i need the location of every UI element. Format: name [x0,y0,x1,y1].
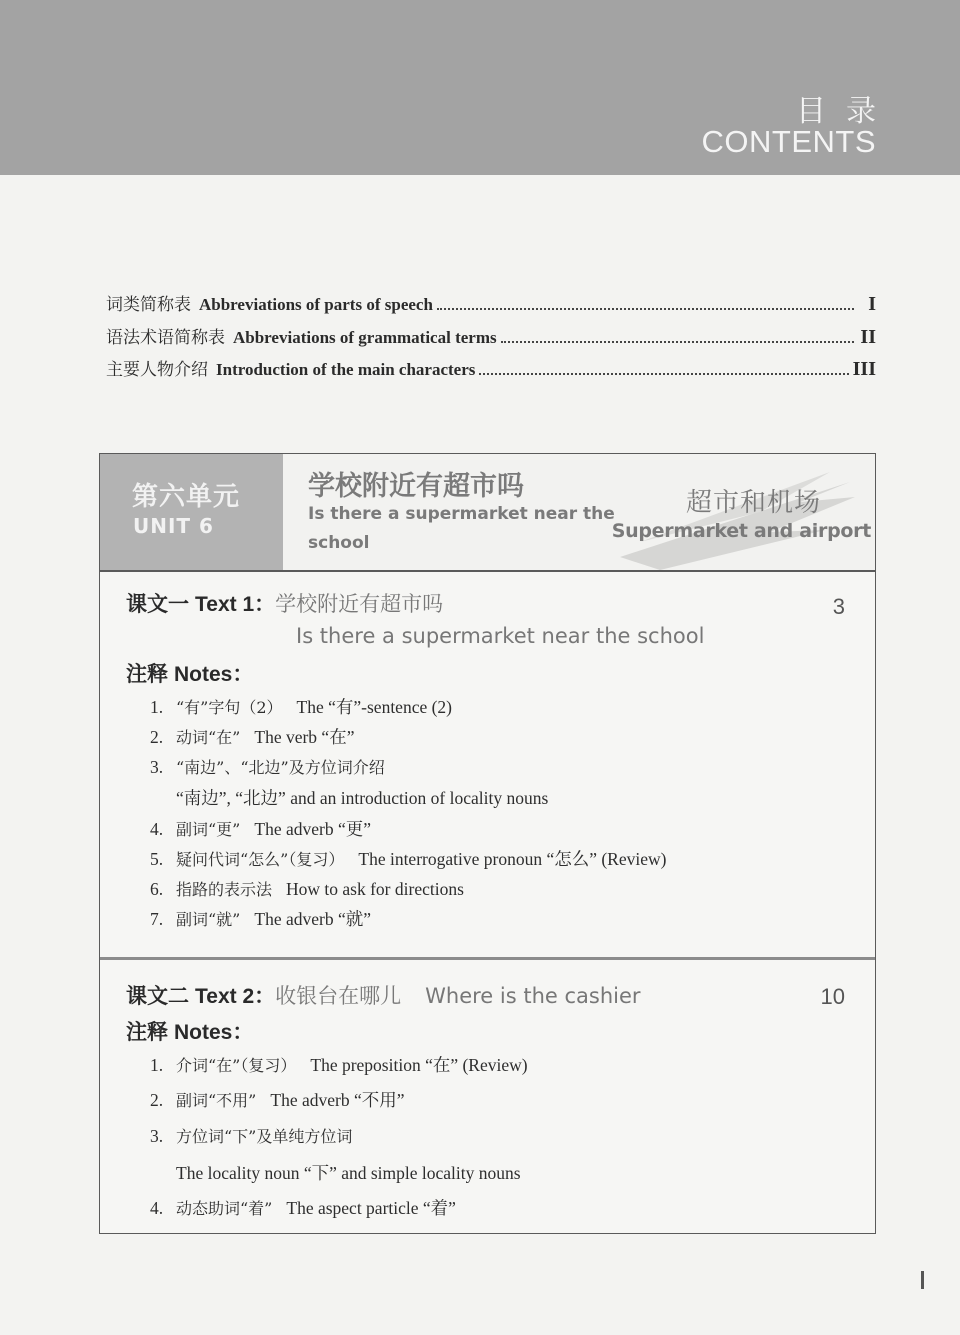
text-label-en: Text 1 [195,593,255,616]
note-cn: 动态助词“着” [176,1199,273,1218]
colon: ： [232,1020,254,1044]
note-number: 4. [150,819,164,839]
unit-header [100,454,875,572]
text-label-cn: 课文二 [126,984,189,1008]
text-2-notes-list [150,1048,850,1226]
note-cn: 副词“就” [176,910,241,929]
note-item[interactable] [150,1191,850,1226]
notes-label-en: Notes [174,663,233,686]
note-en: The adverb “更” [254,819,371,839]
note-item[interactable] [150,1118,850,1155]
toc-entry-page: III [852,358,876,380]
note-cn: “有”字句（2） [176,698,283,717]
note-number: 2. [150,727,164,747]
note-en: The adverb “就” [254,909,371,929]
note-number: 1. [150,697,164,717]
text-1-notes-heading [126,658,253,688]
toc-entry-cn: 语法术语简称表 [106,327,225,348]
toc-entry-grammatical-terms[interactable] [106,323,876,356]
toc-entry-main-characters[interactable] [106,355,876,388]
note-item[interactable] [150,874,850,904]
unit-title-en: Is there a supermarket near the school [308,504,615,553]
note-item[interactable] [150,1048,850,1083]
toc-entry-page: II [860,325,876,348]
text-2-section [100,957,875,1236]
notes-label-en: Notes [174,1021,233,1044]
text-title-en: Where is the cashier [425,984,641,1008]
note-en: The preposition “在” (Review) [310,1055,528,1075]
text-1-heading[interactable] [126,588,443,618]
note-item[interactable] [150,904,850,934]
text-2-notes-heading [126,1016,253,1046]
text-1-title-en: Is there a supermarket near the school [296,624,705,648]
toc-entry-parts-of-speech[interactable] [106,290,876,323]
note-item[interactable] [150,752,850,782]
note-en: How to ask for directions [286,879,464,899]
note-item[interactable] [150,814,850,844]
note-en: The “有”-sentence (2) [296,697,453,717]
note-number: 1. [150,1055,164,1075]
unit-label-block [100,454,283,570]
note-number: 3. [150,1126,164,1146]
toc-entry-cn: 主要人物介绍 [106,360,208,380]
unit-6-box [99,453,876,1234]
note-number: 6. [150,879,164,899]
note-cn: 副词“不用” [176,1091,257,1110]
text-label-cn: 课文一 [126,592,189,616]
note-en: The interrogative pronoun “怎么” (Review) [358,849,667,869]
front-matter-list [106,290,876,388]
unit-label-cn: 第六单元 [132,482,241,512]
toc-entry-en: Abbreviations of parts of speech [199,295,433,314]
note-number: 4. [150,1198,164,1218]
text-title-cn: 收银台在哪儿 [275,984,402,1008]
dot-leader [501,340,854,343]
note-continuation: The locality noun “下” and simple locality nouns [176,1163,521,1183]
note-item[interactable] [150,1083,850,1118]
note-cn: 动词“在” [176,728,241,747]
header-band [0,0,960,175]
unit-title-cn: 学校附近有超市吗 [308,471,524,502]
text-title-cn: 学校附近有超市吗 [275,592,444,616]
dot-leader [437,307,854,310]
note-cn: 指路的表示法 [176,880,273,899]
text-label-en: Text 2 [195,985,255,1008]
note-continuation: “南边”, “北边” and an introduction of locality nouns [176,788,549,808]
note-cn: 介词“在”（复习） [176,1056,297,1075]
toc-entry-en: Introduction of the main characters [216,360,476,379]
text-2-heading[interactable] [126,980,641,1010]
note-cn: “南边”、“北边”及方位词介绍 [176,758,385,777]
note-en: The aspect particle “着” [286,1198,456,1218]
dot-leader [479,372,848,375]
text-2-page-number: 10 [820,984,845,1009]
note-cn: 疑问代词“怎么”（复习） [176,850,345,869]
text-1-notes-list [150,692,850,934]
note-cn: 方位词“下”及单纯方位词 [176,1127,353,1146]
text-1-section [100,572,875,954]
colon: ： [254,984,276,1008]
colon: ： [254,592,276,616]
toc-entry-en: Abbreviations of grammatical terms [233,327,497,347]
text-1-page-number: 3 [832,594,845,619]
unit-theme-en: Supermarket and airport [611,520,871,542]
note-item[interactable] [150,692,850,722]
unit-theme-cn: 超市和机场 [685,488,821,518]
page-folio-roman-one [921,1271,924,1289]
toc-entry-cn: 词类简称表 [106,295,191,315]
contents-title-en: CONTENTS [701,124,876,159]
note-en: The adverb “不用” [270,1090,405,1110]
colon: ： [232,662,254,686]
note-cn: 副词“更” [176,820,241,839]
note-number: 3. [150,757,164,777]
contents-title-cn: 目录 [796,94,896,129]
note-item[interactable] [150,844,850,874]
notes-label-cn: 注释 [126,1020,168,1044]
note-number: 7. [150,909,164,929]
note-item[interactable] [150,722,850,752]
unit-label-en: UNIT 6 [133,514,214,538]
toc-entry-page: I [868,293,876,315]
note-number: 5. [150,849,164,869]
note-en: The verb “在” [254,727,355,747]
note-number: 2. [150,1090,164,1110]
notes-label-cn: 注释 [126,662,168,686]
